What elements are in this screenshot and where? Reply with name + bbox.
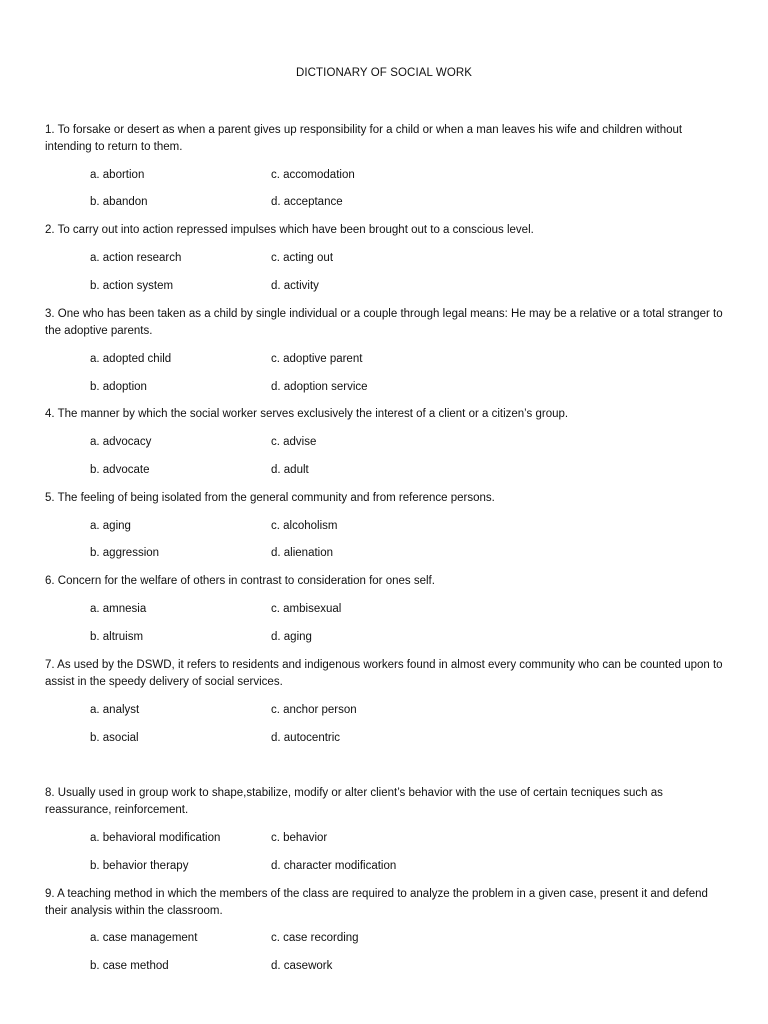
- q8-option-a: a. behavioral modification: [90, 832, 221, 844]
- q4-option-a: a. advocacy: [90, 436, 152, 448]
- question-8-text: 8. Usually used in group work to shape,stabilize, modify or alter client’s behavior with the use of certain tecniques such as reassurance, reinforcement.: [45, 787, 663, 816]
- q2-option-d: d. activity: [271, 280, 319, 292]
- q5-option-c: c. alcoholism: [271, 520, 338, 532]
- q7-option-c: c. anchor person: [271, 704, 357, 716]
- q3-option-c: c. adoptive parent: [271, 353, 363, 365]
- q1-option-a: a. abortion: [90, 169, 145, 181]
- q4-option-c: c. advise: [271, 436, 317, 448]
- question-7-text: 7. As used by the DSWD, it refers to residents and indigenous workers found in almost every community who can be counted upon to assist in the speedy delivery of social services.: [45, 659, 723, 688]
- q2-option-b: b. action system: [90, 280, 174, 292]
- question-6-text: 6. Concern for the welfare of others in contrast to consideration for ones self.: [45, 575, 435, 587]
- q8-option-c: c. behavior: [271, 832, 328, 844]
- q9-option-a: a. case management: [90, 932, 198, 944]
- q5-option-a: a. aging: [90, 520, 131, 532]
- q9-option-c: c. case recording: [271, 932, 359, 944]
- q5-option-b: b. aggression: [90, 547, 160, 559]
- question-4-text: 4. The manner by which the social worker serves exclusively the interest of a client or a citizen’s group.: [45, 408, 569, 420]
- q1-option-d: d. acceptance: [271, 196, 343, 208]
- question-9-text: 9. A teaching method in which the members of the class are required to analyze the problem in a given case, present it and defend their analysis within the classroom.: [45, 888, 708, 917]
- q8-option-d: d. character modification: [271, 860, 397, 872]
- q1-option-c: c. accomodation: [271, 169, 355, 181]
- q3-option-b: b. adoption: [90, 381, 147, 393]
- q2-option-a: a. action research: [90, 252, 182, 264]
- q6-option-a: a. amnesia: [90, 603, 147, 615]
- q7-option-d: d. autocentric: [271, 732, 341, 744]
- q9-option-b: b. case method: [90, 960, 169, 972]
- q6-option-b: b. altruism: [90, 631, 144, 643]
- q6-option-c: c. ambisexual: [271, 603, 342, 615]
- q2-option-c: c. acting out: [271, 252, 334, 264]
- q1-option-b: b. abandon: [90, 196, 148, 208]
- question-3-text: 3. One who has been taken as a child by single individual or a couple through legal means: He may be a relative or a total stranger to the adoptive parents.: [45, 308, 723, 337]
- q5-option-d: d. alienation: [271, 547, 334, 559]
- q4-option-b: b. advocate: [90, 464, 150, 476]
- question-5-text: 5. The feeling of being isolated from the general community and from reference persons.: [45, 492, 495, 504]
- question-2-text: 2. To carry out into action repressed impulses which have been brought out to a conscious level.: [45, 224, 534, 236]
- q7-option-b: b. asocial: [90, 732, 139, 744]
- question-1-text: 1. To forsake or desert as when a parent gives up responsibility for a child or when a man leaves his wife and children without intending to return to them.: [45, 124, 683, 153]
- q6-option-d: d. aging: [271, 631, 312, 643]
- q7-option-a: a. analyst: [90, 704, 140, 716]
- q9-option-d: d. casework: [271, 960, 333, 972]
- document-title: DICTIONARY OF SOCIAL WORK: [295, 67, 473, 79]
- q4-option-d: d. adult: [271, 464, 309, 476]
- q8-option-b: b. behavior therapy: [90, 860, 189, 872]
- q3-option-d: d. adoption service: [271, 381, 368, 393]
- q3-option-a: a. adopted child: [90, 353, 172, 365]
